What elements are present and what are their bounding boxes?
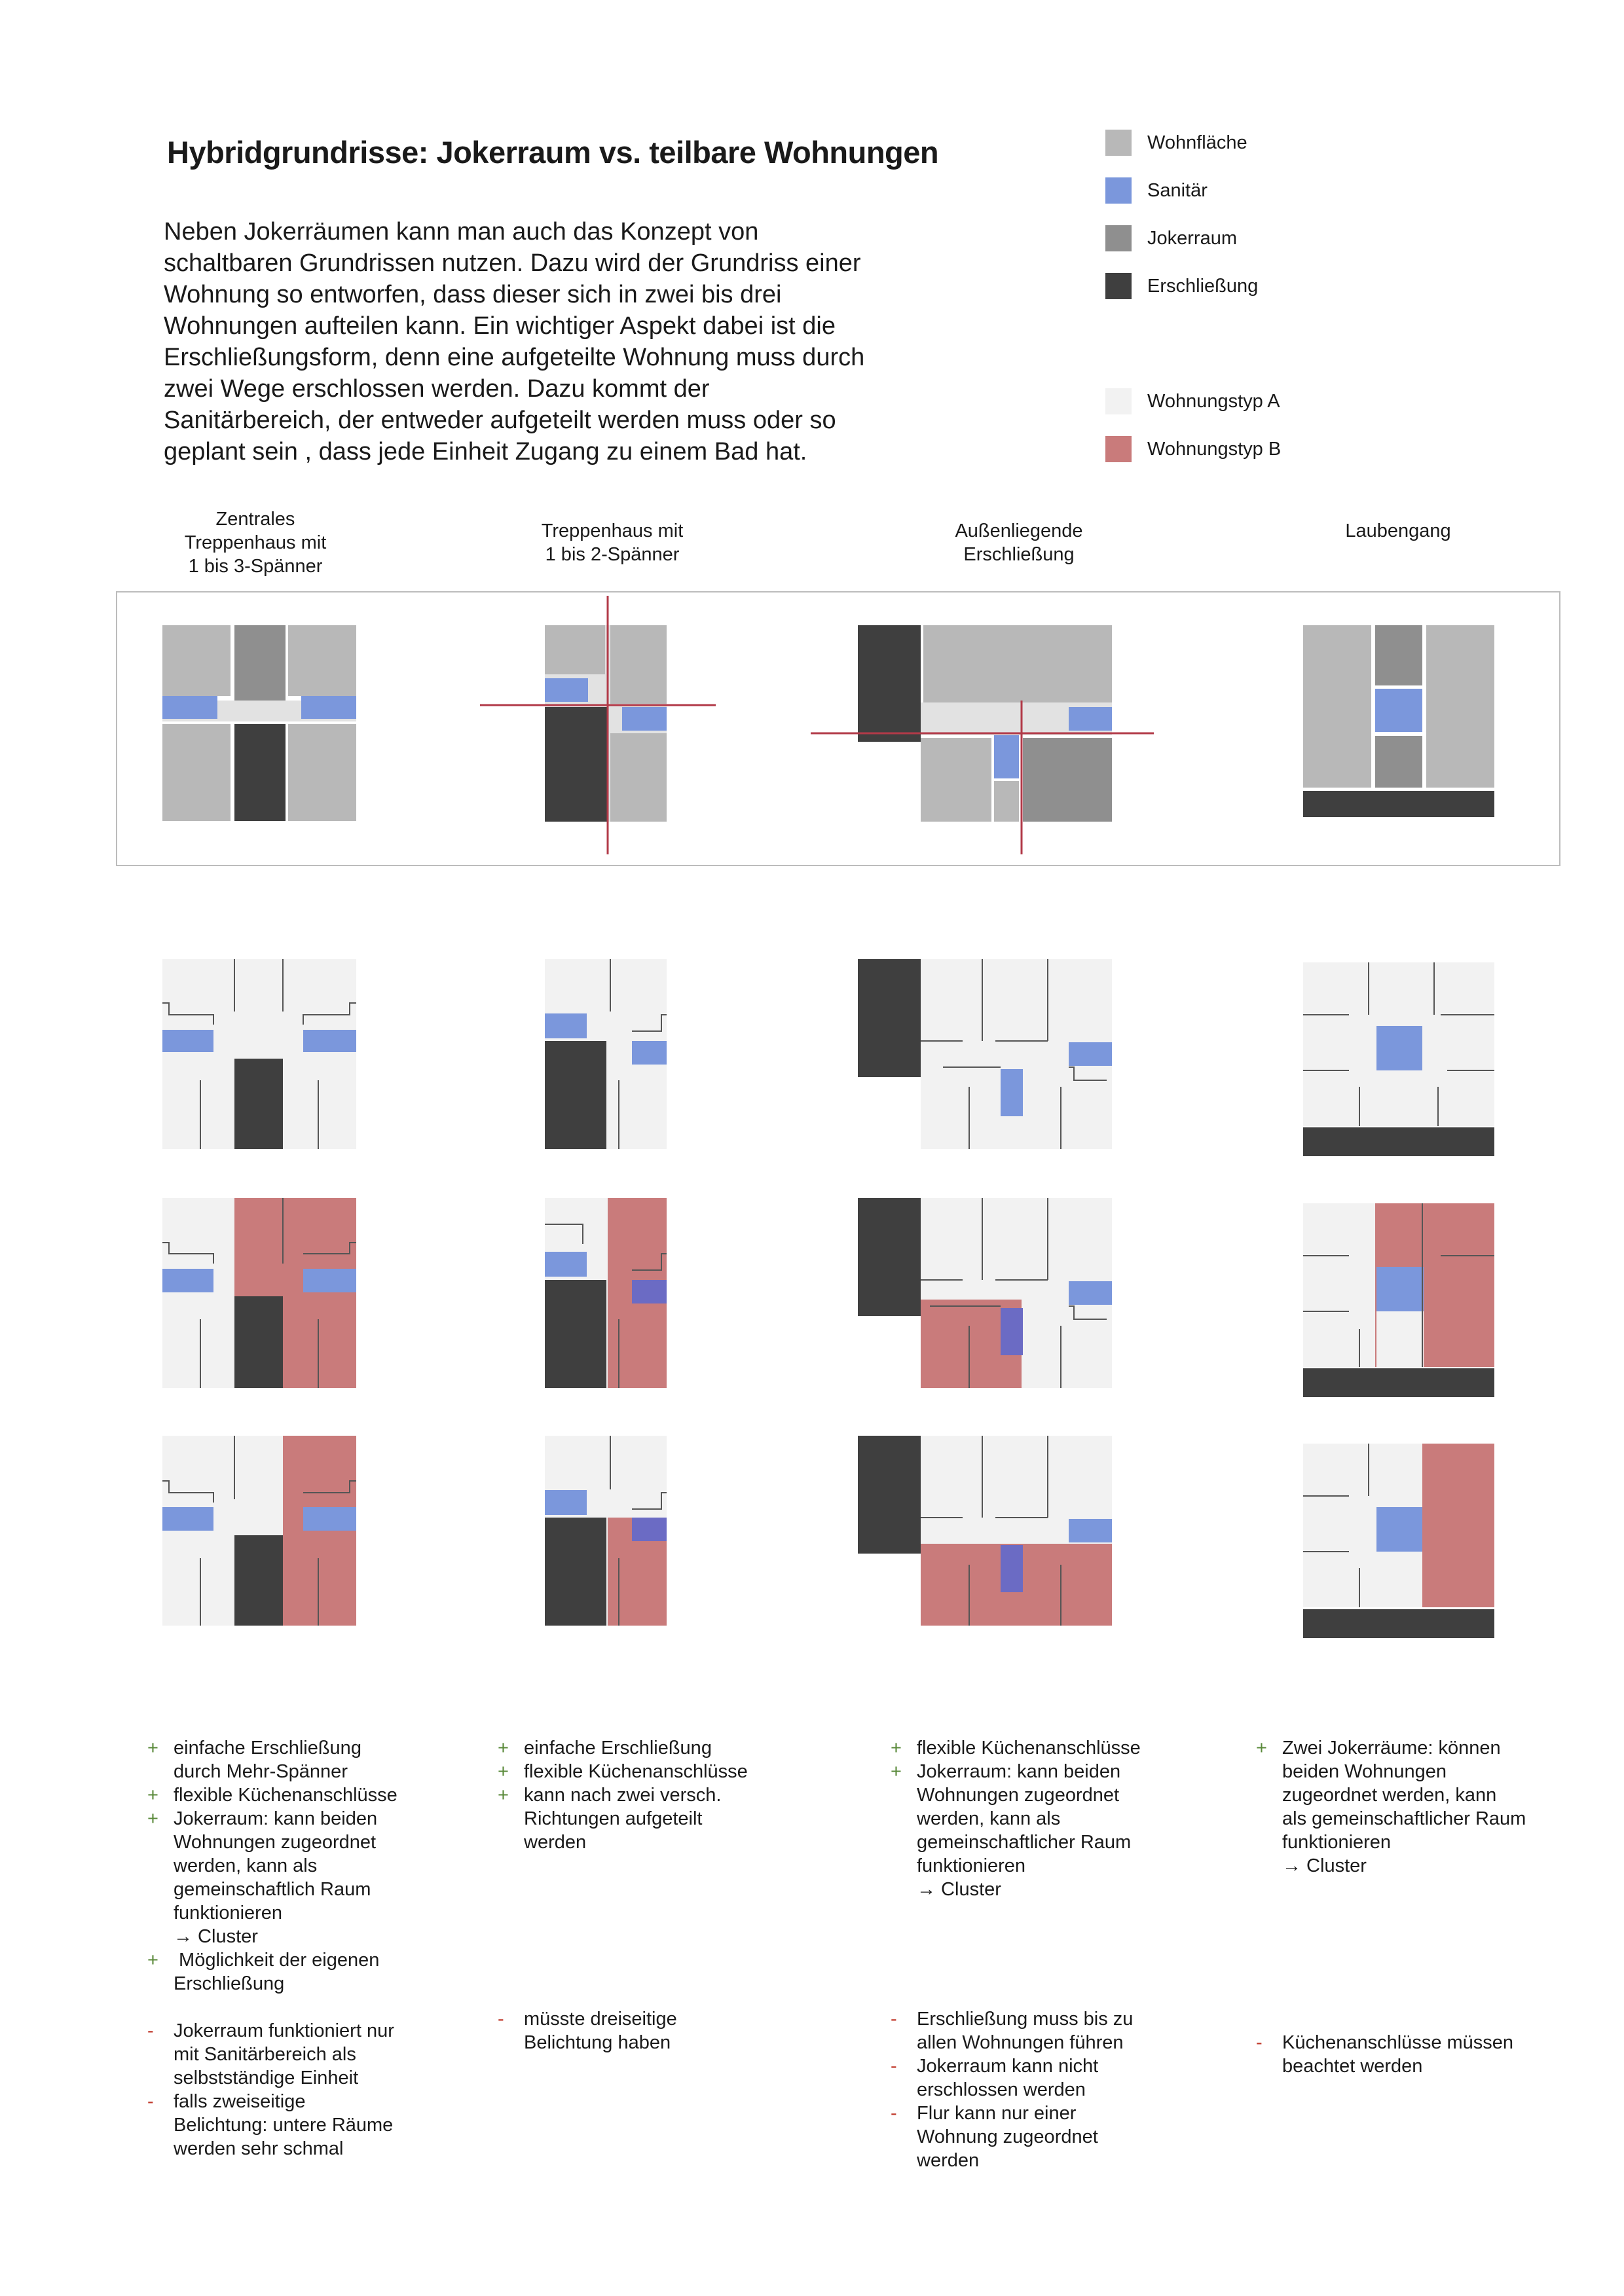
- erschliessung-stair: [234, 1059, 283, 1149]
- sanitaer-room: [162, 696, 217, 719]
- plan-zentrales-row4: [162, 1436, 356, 1626]
- sanitaer-room: [162, 1507, 213, 1531]
- plan-zentrales-overview: [162, 625, 356, 821]
- intro-line: zwei Wege erschlossen werden. Dazu kommt der: [164, 375, 710, 403]
- con-item: - falls zweiseitige Belichtung: untere Räume werden sehr schmal: [147, 2091, 394, 2159]
- sanitaer-room: [162, 1269, 213, 1292]
- pro-item: + einfache Erschließung durch Mehr-Spänner: [147, 1738, 361, 1782]
- plan-aussenliegende-row4: [858, 1436, 1112, 1626]
- erschliessung-stair: [234, 1535, 283, 1626]
- sanitaer-room: [994, 735, 1019, 778]
- sanitaer-room: [632, 1518, 667, 1541]
- legend-label: Sanitär: [1147, 179, 1208, 201]
- wohnflaeche-room: [162, 724, 231, 821]
- wohnflaeche-room: [162, 625, 231, 696]
- wohnungstyp-b-area: [1422, 1444, 1494, 1607]
- sanitaer-room: [622, 707, 667, 731]
- plan-zentrales-row3: [162, 1198, 356, 1388]
- con-item: - Erschließung muss bis zu allen Wohnungen führen: [891, 2009, 1134, 2053]
- sanitaer-room: [1001, 1545, 1023, 1592]
- plan-laubengang-overview: [1303, 625, 1494, 817]
- jokerraum-room: [1375, 736, 1422, 788]
- intro-line: schaltbaren Grundrissen nutzen. Dazu wird der Grundriss einer: [164, 249, 861, 277]
- pro-item: + Jokerraum: kann beiden Wohnungen zugeordnet werden, kann als gemeinschaftlich Raum funktionieren → Cluster: [147, 1808, 378, 1947]
- plan-laubengang-row4: [1303, 1444, 1494, 1638]
- sanitaer-room: [1376, 1507, 1422, 1529]
- erschliessung-stair: [545, 707, 608, 822]
- sanitaer-room: [301, 696, 356, 719]
- erschliessung-stair: [545, 1280, 606, 1388]
- heading-line: Außenliegende: [955, 520, 1083, 541]
- legend-label: Wohnungstyp A: [1147, 390, 1280, 412]
- con-item: - Flur kann nur einer Wohnung zugeordnet werden: [891, 2103, 1098, 2171]
- erschliessung-block: [858, 625, 921, 742]
- erschliessung-block: [858, 1436, 921, 1554]
- pro-item: + flexible Küchenanschlüsse: [891, 1738, 1141, 1758]
- notes-column-1: [147, 1736, 422, 2160]
- wohnflaeche-room: [288, 625, 356, 696]
- plan-laubengang-row2: [1303, 962, 1494, 1156]
- con-item: - Küchenanschlüsse müssen beachtet werden: [1256, 2032, 1514, 2077]
- erschliessung-block: [858, 959, 921, 1077]
- wohnflaeche-room: [994, 781, 1019, 822]
- sanitaer-room: [303, 1507, 356, 1531]
- con-item: - Jokerraum kann nicht erschlossen werden: [891, 2056, 1099, 2100]
- heading-line: 1 bis 2-Spänner: [545, 544, 680, 565]
- laubengang-access: [1303, 791, 1494, 817]
- pro-item: + kann nach zwei versch. Richtungen aufgeteilt werden: [498, 1785, 722, 1853]
- heading-line: 1 bis 3-Spänner: [188, 556, 323, 577]
- heading-line: Zentrales: [215, 509, 295, 530]
- pro-item: + Jokerraum: kann beiden Wohnungen zugeordnet werden, kann als gemeinschaftlicher Raum funktionieren → Cluster: [891, 1761, 1132, 1900]
- intro-line: Sanitärbereich, der entweder aufgeteilt werden muss oder so: [164, 407, 836, 434]
- intro-line: Wohnung so entworfen, dass dieser sich in zwei bis drei: [164, 281, 782, 308]
- heading-line: Treppenhaus mit: [184, 532, 327, 553]
- sanitaer-room: [545, 1252, 587, 1277]
- intro-line: Erschließungsform, denn eine aufgeteilte Wohnung muss durch: [164, 344, 865, 371]
- laubengang-access: [1303, 1127, 1494, 1156]
- sanitaer-room: [1001, 1069, 1023, 1116]
- intro-line: geplant sein , dass jede Einheit Zugang zu einem Bad hat.: [164, 438, 807, 465]
- heading-line: Erschließung: [963, 544, 1075, 565]
- plan-treppenhaus-row4: [545, 1436, 667, 1626]
- notes-column-4: [1256, 1736, 1544, 2078]
- heading-line: Treppenhaus mit: [541, 520, 684, 541]
- pro-item: + flexible Küchenanschlüsse: [147, 1785, 397, 1806]
- sanitaer-room: [1375, 689, 1422, 732]
- legend-label: Wohnfläche: [1147, 132, 1247, 153]
- con-item: - Jokerraum funktioniert nur mit Sanitärbereich als selbstständige Einheit: [147, 2020, 394, 2088]
- wohnungstyp-a-area: [1376, 1311, 1424, 1367]
- plan-laubengang-row3: [1303, 1203, 1494, 1397]
- sanitaer-room: [632, 1041, 667, 1065]
- wohnflaeche-room: [610, 625, 667, 704]
- sanitaer-room: [545, 678, 588, 702]
- notes-column-3: [891, 1736, 1179, 2172]
- plan-treppenhaus-row2: [545, 959, 667, 1149]
- plan-aussenliegende-row2: [858, 959, 1112, 1149]
- legend-label: Wohnungstyp B: [1147, 438, 1282, 460]
- sanitaer-room: [1376, 1529, 1422, 1552]
- wohnflaeche-room: [921, 738, 991, 822]
- sanitaer-room: [632, 1280, 667, 1303]
- sanitaer-room: [545, 1013, 587, 1038]
- sanitaer-room: [1069, 707, 1112, 731]
- plan-treppenhaus-overview: [480, 596, 716, 854]
- wohnflaeche-room: [288, 724, 356, 821]
- erschliessung-stair: [234, 1296, 283, 1388]
- heading-line: Laubengang: [1345, 520, 1451, 541]
- intro-line: Neben Jokerräumen kann man auch das Konzept von: [164, 218, 759, 246]
- plan-aussenliegende-row3: [858, 1198, 1112, 1388]
- sanitaer-room: [162, 1030, 213, 1052]
- wohnflaeche-room: [610, 733, 667, 822]
- sanitaer-room: [303, 1269, 356, 1292]
- sanitaer-room: [1376, 1026, 1422, 1070]
- plan-zentrales-row2: [162, 959, 356, 1149]
- jokerraum-room: [1375, 625, 1422, 685]
- erschliessung-stair: [234, 724, 286, 821]
- sanitaer-room: [1001, 1308, 1023, 1355]
- sanitaer-room: [1376, 1267, 1424, 1289]
- page-title: Hybridgrundrisse: Jokerraum vs. teilbare Wohnungen: [167, 135, 939, 170]
- pro-item: + flexible Küchenanschlüsse: [498, 1761, 748, 1782]
- pro-item: + einfache Erschließung: [498, 1738, 712, 1758]
- erschliessung-stair: [545, 1041, 606, 1149]
- erschliessung-stair: [545, 1518, 606, 1626]
- plan-aussenliegende-overview: [811, 625, 1154, 854]
- wohnflaeche-room: [1426, 625, 1494, 788]
- wohnflaeche-room: [923, 625, 1112, 702]
- legend-label: Erschließung: [1147, 275, 1259, 297]
- wohnflaeche-room: [545, 625, 605, 674]
- legend-label: Jokerraum: [1147, 227, 1237, 249]
- pro-item: + Möglichkeit der eigenen Erschließung: [147, 1950, 380, 1994]
- sanitaer-room: [1376, 1289, 1424, 1311]
- intro-line: Wohnungen aufteilen kann. Ein wichtiger Aspekt dabei ist die: [164, 312, 836, 340]
- con-item: - müsste dreiseitige Belichtung haben: [498, 2009, 677, 2053]
- sanitaer-room: [1069, 1519, 1112, 1542]
- jokerraum-room: [1023, 738, 1112, 822]
- pro-item: + Zwei Jokerräume: können beiden Wohnungen zugeordnet werden, kann als gemeinschaftlicher Raum funktionieren → Cluster: [1256, 1738, 1526, 1876]
- notes-column-2: [498, 1736, 773, 2054]
- laubengang-access: [1303, 1609, 1494, 1638]
- plan-treppenhaus-row3: [545, 1198, 667, 1388]
- laubengang-access: [1303, 1368, 1494, 1397]
- sanitaer-room: [1069, 1281, 1112, 1305]
- sanitaer-room: [1069, 1042, 1112, 1066]
- sanitaer-room: [303, 1030, 356, 1052]
- wohnflaeche-room: [1303, 625, 1371, 788]
- sanitaer-room: [545, 1490, 587, 1515]
- erschliessung-block: [858, 1198, 921, 1316]
